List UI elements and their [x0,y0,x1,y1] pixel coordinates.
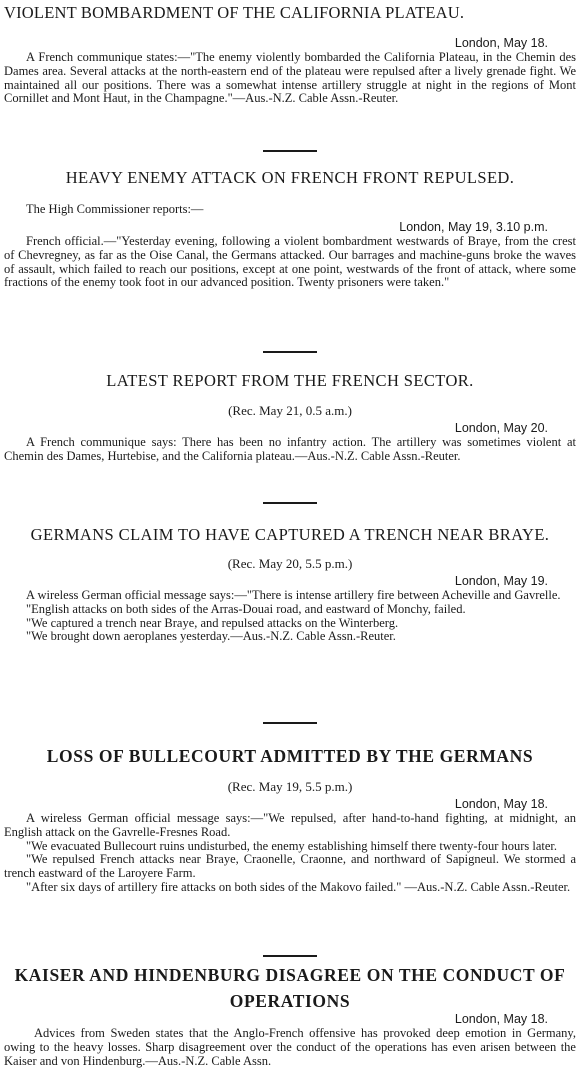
headline: LOSS OF BULLECOURT ADMITTED BY THE GERMANS [46,746,534,766]
article-french-sector [4,370,576,464]
article-paragraph: A wireless German official message says:—"There is intense artillery fire between Acheville and Gavrelle. [26,588,561,602]
divider-rule [263,955,317,957]
article-paragraph: "We brought down aeroplanes yesterday.—Aus.-N.Z. Cable Assn.-Reuter. [26,629,396,644]
divider-rule [263,722,317,724]
received-line: (Rec. May 20, 5.5 p.m.) [227,556,353,571]
article-paragraph: "We repulsed French attacks near Braye, Craonelle, Craonne, and northward of Sapigneul. We stormed a trench eastward of the Laroyere Farm. [4,852,576,881]
dateline: London, May 18. [454,36,548,50]
article-paragraph: "We captured a trench near Braye, and repulsed attacks on the Winterberg. [26,615,399,630]
headline: VIOLENT BOMBARDMENT OF THE CALIFORNIA PLATEAU. [4,3,465,22]
divider-rule [263,502,317,504]
divider-rule [263,150,317,152]
headline: HEAVY ENEMY ATTACK ON FRENCH FRONT REPULSED. [65,168,515,187]
article-kaiser-hindenburg [4,962,576,1068]
intro-line: The High Commissioner reports:— [26,202,204,216]
article-paragraph: "We evacuated Bullecourt ruins undisturbed, the enemy establishing himself there twenty-four hours later. [26,838,558,853]
article-bullecourt [4,745,576,895]
dateline: London, May 19, 3.10 p.m. [399,220,548,234]
article-california-plateau [4,2,576,106]
dateline: London, May 19. [454,574,548,588]
article-paragraph: "After six days of artillery fire attacks on both sides of the Makovo failed." —Aus.-N.Z. Cable Assn.-Reuter. [26,879,571,894]
article-paragraph: A French communique says: There has been no infantry action. The artillery was sometimes violent at Chemin des Dames, Hurtebise, and the California plateau.—Aus.-N.Z. Cable Assn.-Reuter. [4,435,576,463]
article-paragraph: Advices from Sweden states that the Anglo-French offensive has provoked deep emotion in Germany, owing to the heavy losses. Sharp disagreement over the conduct of the operations has even arisen between the Kaiser and von Hindenburg.—Aus.-N.Z. Cable Assn. [4,1026,576,1068]
article-paragraph: "English attacks on both sides of the Arras-Douai road, and eastward of Monchy, failed. [26,601,466,616]
headline: KAISER AND HINDENBURG DISAGREE ON THE CONDUCT OF OPERATIONS [14,965,566,1011]
divider-rule [263,351,317,353]
received-line: (Rec. May 21, 0.5 a.m.) [228,403,352,418]
dateline: London, May 18. [454,1012,548,1026]
dateline: London, May 20. [454,421,548,435]
article-paragraph: A wireless German official message says:—"We repulsed, after hand-to-hand fighting, at midnight, an English attack on the Gavrelle-Fresnes Road. [4,811,576,839]
article-heavy-enemy-attack [4,167,576,290]
dateline: London, May 18. [454,797,548,811]
article-paragraph: French official.—"Yesterday evening, following a violent bombardment westwards of Braye, from the crest of Chevregney, as far as the Oise Canal, the Germans attacked. Our barrages and machine-guns broke the waves of assault, which failed to reach our positions, except at one point, westwards of the front of attack, where some fractions of the enemy took foot in our advanced position. Twenty prisoners were taken." [4,234,576,290]
headline: LATEST REPORT FROM THE FRENCH SECTOR. [106,371,474,390]
article-paragraph: A French communique states:—"The enemy violently bombarded the California Plateau, in the Chemin des Dames area. Several attacks at the north-eastern end of the plateau were repulsed after a lively grenade fight. We maintained all our positions. There was a somewhat intense artillery struggle at night in the regions of Mont Cornillet and Mont Haut, in the Champagne."—Aus.-N.Z. Cable Assn.-Reuter. [4,50,576,106]
article-trench-near-braye [4,524,576,644]
headline: GERMANS CLAIM TO HAVE CAPTURED A TRENCH NEAR BRAYE. [30,525,550,544]
received-line: (Rec. May 19, 5.5 p.m.) [227,779,353,794]
